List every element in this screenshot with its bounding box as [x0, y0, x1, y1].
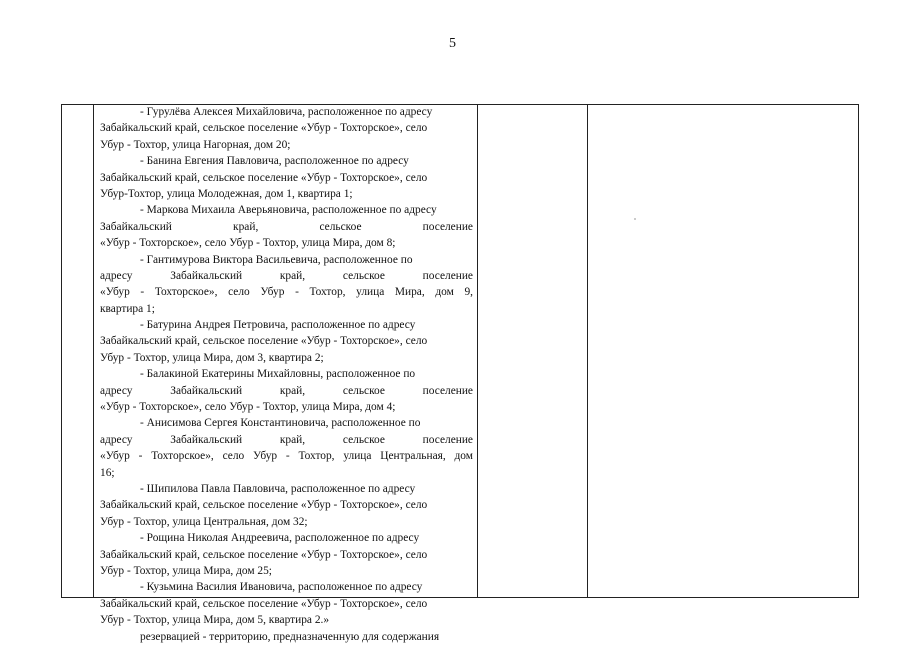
text-line: - Анисимова Сергея Константиновича, расположенное по: [140, 417, 421, 430]
text-line: «Убур - Тохторское», село Убур - Тохтор, улица Центральная, дом: [100, 450, 473, 463]
text-line: адресу Забайкальский край, сельское поселение: [100, 433, 473, 446]
text-line: Убур - Тохтор, улица Мира, дом 5, квартира 2.»: [100, 614, 330, 627]
list-item: [100, 317, 473, 366]
column-divider-2: [477, 105, 478, 597]
text-line: Забайкальский край, сельское поселение: [100, 220, 473, 233]
text-line: - Гантимурова Виктора Васильевича, расположенное по: [140, 253, 413, 266]
text-line: - Кузьмина Василия Ивановича, расположенное по адресу: [140, 581, 423, 594]
text-line: «Убур - Тохторское», село Убур - Тохтор, улица Мира, дом 9,: [100, 286, 473, 299]
text-line: - Гурулёва Алексея Михайловича, расположенное по адресу: [140, 106, 433, 118]
text-line: Забайкальский край, сельское поселение «Убур - Тохторское», село: [100, 548, 428, 561]
text-line: адресу Забайкальский край, сельское поселение: [100, 269, 473, 282]
list-item: [100, 629, 473, 645]
list-item: [100, 579, 473, 628]
list-item: [100, 252, 473, 318]
text-line: - Рощина Николая Андреевича, расположенное по адресу: [140, 532, 420, 545]
text-line: Убур - Тохтор, улица Мира, дом 3, квартира 2;: [100, 351, 324, 364]
text-line: «Убур - Тохторское», село Убур - Тохтор, улица Мира, дом 4;: [100, 401, 396, 414]
list-item: [100, 104, 473, 153]
text-line: - Балакиной Екатерины Михайловны, расположенное по: [140, 368, 416, 381]
text-line: адресу Забайкальский край, сельское поселение: [100, 384, 473, 397]
text-line: - Маркова Михаила Аверьяновича, расположенное по адресу: [140, 204, 437, 217]
table-cell-text: [100, 104, 473, 645]
text-line: квартира 1;: [100, 302, 155, 315]
text-line: - Шипилова Павла Павловича, расположенное по адресу: [140, 482, 416, 495]
text-line: 16;: [100, 466, 115, 479]
column-divider-1: [93, 105, 94, 597]
text-line: Забайкальский край, сельское поселение «Убур - Тохторское», село: [100, 597, 428, 610]
column-divider-3: [587, 105, 588, 597]
text-line: Забайкальский край, сельское поселение «Убур - Тохторское», село: [100, 335, 428, 348]
list-item: [100, 202, 473, 251]
text-line: Убур-Тохтор, улица Молодежная, дом 1, квартира 1;: [100, 187, 353, 200]
text-line: Забайкальский край, сельское поселение «Убур - Тохторское», село: [100, 499, 428, 512]
text-line: Убур - Тохтор, улица Мира, дом 25;: [100, 564, 272, 577]
text-line: - Батурина Андрея Петровича, расположенное по адресу: [140, 319, 416, 332]
list-item: [100, 153, 473, 202]
list-item: [100, 366, 473, 415]
list-item: [100, 481, 473, 530]
text-line: Убур - Тохтор, улица Центральная, дом 32;: [100, 515, 308, 528]
list-item: [100, 415, 473, 481]
text-line: «Убур - Тохторское», село Убур - Тохтор, улица Мира, дом 8;: [100, 237, 396, 250]
list-item: [100, 530, 473, 579]
text-line: резервацией - территорию, предназначенную для содержания: [140, 630, 440, 643]
text-line: Забайкальский край, сельское поселение «Убур - Тохторское», село: [100, 122, 428, 135]
page-number: 5: [449, 36, 456, 51]
text-line: Забайкальский край, сельское поселение «Убур - Тохторское», село: [100, 171, 428, 184]
scan-speck: [634, 218, 636, 220]
text-line: Убур - Тохтор, улица Нагорная, дом 20;: [100, 138, 291, 151]
text-line: - Банина Евгения Павловича, расположенное по адресу: [140, 155, 409, 168]
